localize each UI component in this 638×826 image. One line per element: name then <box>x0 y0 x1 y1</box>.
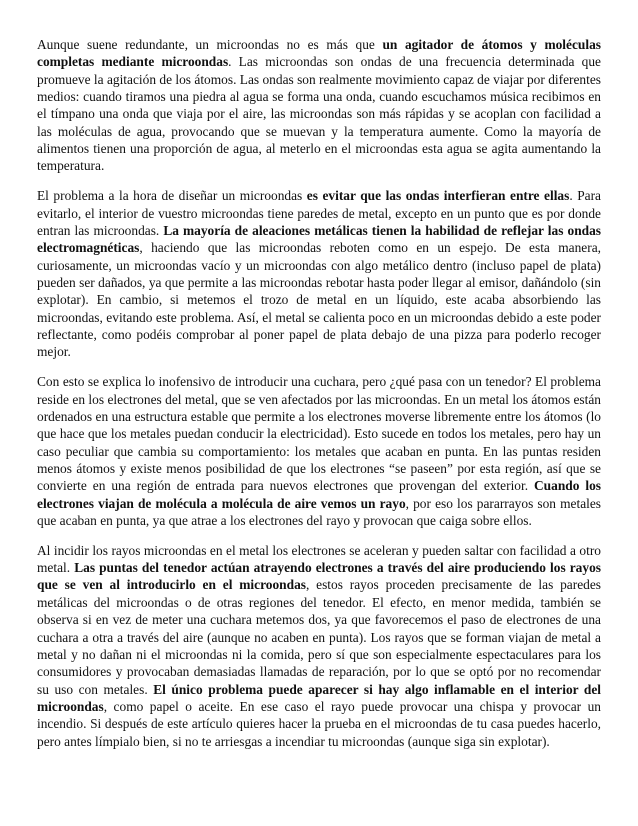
paragraph-2 <box>37 187 601 360</box>
bold-text-run: es evitar que las ondas interfieran entre ellas <box>306 188 570 204</box>
paragraph-3 <box>37 373 601 529</box>
document-body <box>37 36 601 762</box>
text-run: , por eso los pararrayos son metales que acaban en punta, ya que atrae a los electrones del rayo y provocan que caiga sobre ellos. <box>37 495 602 528</box>
text-run: , haciendo que las microondas reboten como en un espejo. De esta manera, curiosamente, un microondas vacío y un microondas con algo metálico dentro (incluso papel de plata) pueden ser dañados, ya que permite a las microondas rebotar hasta poder llegar al emisor, dañándolo (sin explotar). En cambio, si metemos el trozo de metal en un líquido, este acaba absorbiendo las microondas, evitando este problema. Así, el metal se calienta poco en un microondas debido a este poder reflectante, como podéis comprobar al poner papel de plata debajo de una pizza para poderlo recoger mejor. <box>37 240 601 360</box>
paragraph-4 <box>37 542 601 750</box>
text-run: , como papel o aceite. En ese caso el rayo puede provocar una chispa y provocar un incendio. Si después de este artículo quieres hacer la prueba en el microondas de tu casa puedes hacerlo, pero antes límpialo bien, si no te arriesgas a incendiar tu microondas (aunque siga sin explotar). <box>37 698 601 749</box>
text-run: , estos rayos proceden precisamente de las paredes metálicas del microondas o de otras regiones del tenedor. El efecto, en menor medida, también se observa si en vez de meter una cuchara metemos dos, ya que favorecemos el paso de electrones de una cuchara a otra a través del aire (aunque no acaben en punta). Los rayos que se forman viajan de metal a metal y no dañan ni el microondas ni la comida, pero sí que son especialmente espectaculares para los consumidores y provocaban demasiadas llamadas de reparación, por lo que se optó por no recomendar su uso con metales. <box>37 577 601 697</box>
bold-text-run: El único problema puede aparecer si hay algo inflamable en el interior del microondas <box>37 681 601 714</box>
text-run: . Las microondas son ondas de una frecuencia determinada que promueve la agitación de los átomos. Las ondas son realmente movimiento capaz de viajar por diferentes medios: cuando tiramos una piedra al agua se forma una onda, cuando escuchamos música recibimos en el tímpano una onda que viaja por el aire, las microondas son más rápidas y se acoplan con facilidad a las moléculas de agua, provocando que se muevan y la temperatura aumente. Como la mayoría de alimentos tienen una proporción de agua, al meterlo en el microondas esta agua se agita aumentando la temperatura. <box>37 54 601 174</box>
text-run: Aunque suene redundante, un microondas no es más que <box>37 37 383 52</box>
bold-text-run: Cuando los electrones viajan de molécula a molécula de aire vemos un rayo <box>37 478 601 511</box>
text-run: Al incidir los rayos microondas en el metal los electrones se aceleran y pueden saltar con facilidad a otro metal. <box>37 542 601 576</box>
paragraph-1 <box>37 36 601 175</box>
bold-text-run: un agitador de átomos y moléculas completas mediante microondas <box>37 37 601 70</box>
bold-text-run: La mayoría de aleaciones metálicas tienen la habilidad de reflejar las ondas electromagnéticas <box>37 222 601 256</box>
text-run: El problema a la hora de diseñar un microondas <box>37 188 307 204</box>
bold-text-run: Las puntas del tenedor actúan atrayendo electrones a través del aire produciendo los rayos que se ven al introducirlo en el microondas <box>37 560 601 593</box>
text-run: Con esto se explica lo inofensivo de introducir una cuchara, pero ¿qué pasa con un tenedor? El problema reside en los electrones del metal, que se ven afectados por las microondas. En un metal los átomos están ordenados en una estructura estable que permite a los electrones moverse libremente entre los átomos (lo que hace que los metales puedan conducir la electricidad). Esto sucede en todos los metales, pero hay un caso peculiar que cambia su comportamiento: los metales que acaban en punta. En las puntas residen menos átomos y existe menos posibilidad de que los electrones “se paseen” por esta región, así que se convierte en una región de entrada para nuevos electrones que provengan del exterior. <box>37 374 601 494</box>
text-run: . Para evitarlo, el interior de vuestro microondas tiene paredes de metal, excepto en un punto que es por donde entran las microondas. <box>37 188 601 238</box>
